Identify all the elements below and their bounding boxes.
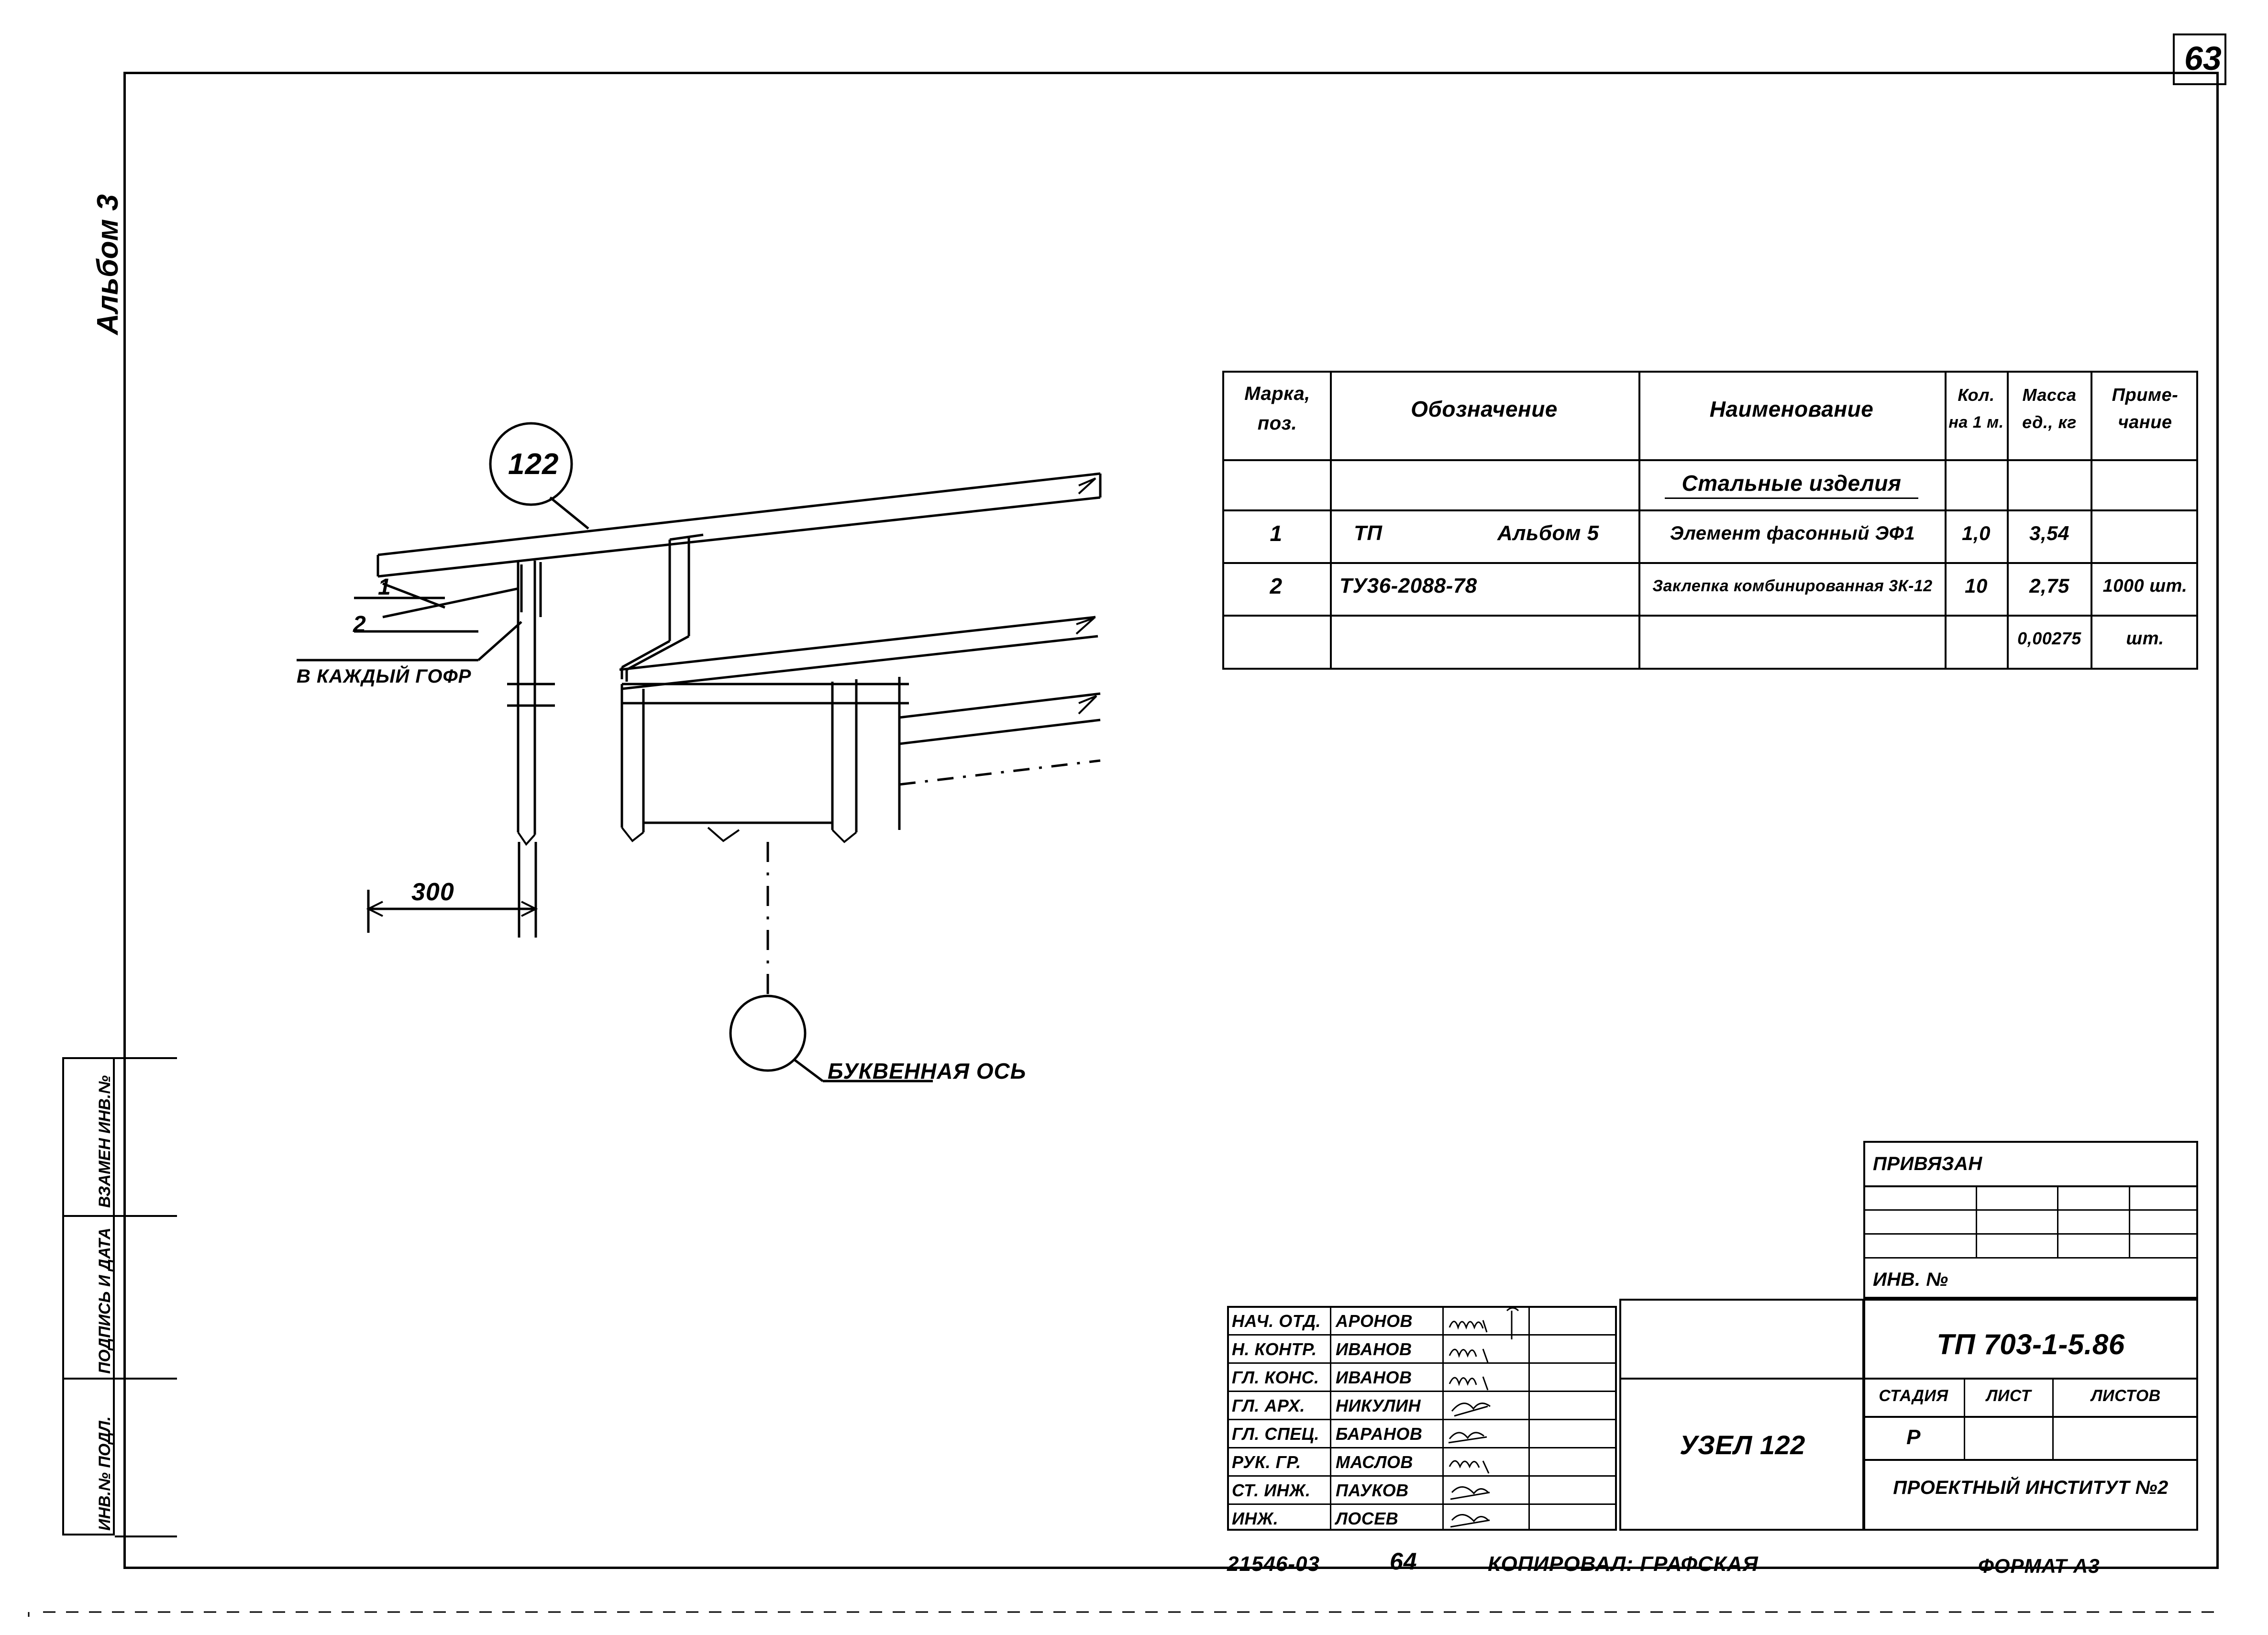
- spec-row-2-mass: 2,75: [2029, 574, 2069, 597]
- signature-table-row-1: [1227, 1334, 1617, 1336]
- signature-table-vline-2: [1442, 1306, 1444, 1531]
- title-block-hline-1: [1619, 1378, 2198, 1380]
- footer-page: 64: [1390, 1548, 1417, 1575]
- spec-row-3-note: шт.: [2126, 628, 2164, 649]
- signature-role-7: ИНЖ.: [1232, 1509, 1279, 1528]
- spec-table-hline-1: [1222, 459, 2198, 461]
- signature-role-5: РУК. ГР.: [1232, 1452, 1301, 1472]
- spec-section-title: Стальные изделия: [1682, 471, 1902, 496]
- attach-block-hline-2: [1863, 1209, 2198, 1211]
- signature-table-row-3: [1227, 1391, 1617, 1392]
- attach-block-hline-1: [1863, 1185, 2198, 1187]
- spec-row-2-mark: 2: [1270, 574, 1283, 598]
- title-block-hline-2: [1863, 1416, 2198, 1418]
- signature-name-0: АРОНОВ: [1336, 1311, 1413, 1331]
- title-sheet-header: ЛИСТ: [1986, 1386, 2031, 1405]
- spec-header-mass-line1: Масса: [2022, 385, 2077, 405]
- attach-block-inv-label: ИНВ. №: [1873, 1269, 1948, 1290]
- spec-table-hline-4: [1222, 615, 2198, 617]
- title-project-code: ТП 703-1-5.86: [1936, 1328, 2125, 1360]
- left-margin-tick-3: [115, 1378, 177, 1380]
- signature-role-6: СТ. ИНЖ.: [1232, 1480, 1311, 1500]
- spec-table-vline-5: [2091, 371, 2092, 670]
- left-margin-tick-1: [115, 1057, 177, 1059]
- spec-row-2-name: Заклепка комбинированная 3К-12: [1652, 576, 1933, 595]
- spec-row-1-note: [2093, 521, 2197, 545]
- left-margin-divider-2: [62, 1378, 115, 1380]
- signature-role-3: ГЛ. АРХ.: [1232, 1396, 1305, 1415]
- axis-label: БУКВЕННАЯ ОСЬ: [828, 1059, 1027, 1083]
- signature-name-2: ИВАНОВ: [1336, 1368, 1412, 1387]
- attach-block-title: ПРИВЯЗАН: [1873, 1153, 1982, 1174]
- album-label: Альбом 3: [91, 194, 124, 335]
- signature-table-vline-1: [1330, 1306, 1331, 1531]
- spec-table-vline-1: [1330, 371, 1332, 670]
- spec-row-2-qty: 10: [1965, 574, 1988, 597]
- signature-role-1: Н. КОНТР.: [1232, 1339, 1317, 1359]
- spec-header-qty-line2: на 1 м.: [1948, 413, 2004, 431]
- attach-block-vline-1: [1976, 1185, 1977, 1257]
- note-each-corrugation: В КАЖДЫЙ ГОФР: [297, 666, 472, 687]
- signature-table-vline-3: [1528, 1306, 1530, 1531]
- signature-table-row-7: [1227, 1503, 1617, 1505]
- title-stage-header: СТАДИЯ: [1879, 1386, 1948, 1405]
- spec-row-1-mark: 1: [1270, 521, 1283, 546]
- signature-name-7: ЛОСЕВ: [1336, 1509, 1399, 1528]
- page-number: 63: [2184, 40, 2222, 77]
- spec-header-mass-line2: ед., кг: [2022, 412, 2077, 432]
- spec-row-3-mass: 0,00275: [2017, 629, 2081, 648]
- signature-name-3: НИКУЛИН: [1336, 1396, 1421, 1415]
- spec-row-1-qty: 1,0: [1962, 522, 1991, 544]
- spec-header-name: Наименование: [1709, 397, 1874, 421]
- title-block-vline-2: [2052, 1378, 2054, 1459]
- title-block-left: [1619, 1299, 1864, 1531]
- signature-table-row-2: [1227, 1362, 1617, 1364]
- signature-name-1: ИВАНОВ: [1336, 1339, 1412, 1359]
- footer-order-number: 21546-03: [1227, 1552, 1320, 1576]
- signature-table-row-4: [1227, 1419, 1617, 1420]
- title-sheets-header: ЛИСТОВ: [2091, 1386, 2161, 1405]
- spec-table-hline-2: [1222, 509, 2198, 511]
- spec-header-note-line2: чание: [2118, 412, 2172, 432]
- spec-row-2-designation-left: ТУ36-2088-78: [1339, 574, 1477, 597]
- signature-name-5: МАСЛОВ: [1336, 1452, 1413, 1472]
- signature-name-4: БАРАНОВ: [1336, 1424, 1423, 1444]
- title-institute: ПРОЕКТНЫЙ ИНСТИТУТ №2: [1893, 1477, 2168, 1498]
- spec-row-1-designation-right: Альбом 5: [1497, 521, 1599, 545]
- spec-section-title-underline: [1665, 497, 1918, 499]
- signature-role-4: ГЛ. СПЕЦ.: [1232, 1424, 1320, 1444]
- title-stage-value: Р: [1906, 1425, 1921, 1449]
- attach-block-vline-2: [2057, 1185, 2058, 1257]
- spec-header-note-line1: Приме-: [2112, 385, 2179, 405]
- leader-label-2: 2: [353, 612, 366, 637]
- footer-copied-by: КОПИРОВАЛ: ГРАФСКАЯ: [1488, 1552, 1759, 1576]
- title-node-name: УЗЕЛ 122: [1680, 1429, 1805, 1460]
- dimension-300-label: 300: [411, 878, 454, 906]
- spec-table-vline-3: [1945, 371, 1947, 670]
- signature-table-row-6: [1227, 1475, 1617, 1477]
- signature-table-row-5: [1227, 1447, 1617, 1448]
- spec-row-1-name: Элемент фасонный ЭФ1: [1670, 522, 1915, 544]
- signature-role-0: НАЧ. ОТД.: [1232, 1311, 1321, 1331]
- spec-header-designation: Обозначение: [1411, 397, 1558, 421]
- leader-label-1: 1: [378, 574, 391, 600]
- attach-block-hline-4: [1863, 1257, 2198, 1259]
- footer-format: ФОРМАТ А3: [1978, 1555, 2100, 1577]
- attach-block-vline-3: [2129, 1185, 2130, 1257]
- spec-row-1-designation-left: ТП: [1354, 521, 1383, 545]
- left-margin-label-podpis: ПОДПИСЬ И ДАТА: [96, 1227, 114, 1374]
- spec-header-mark-line2: поз.: [1257, 412, 1297, 434]
- left-margin-divider-1: [62, 1215, 115, 1217]
- left-margin-label-inv: ИНВ.№ ПОДЛ.: [96, 1416, 114, 1531]
- spec-header-qty-line1: Кол.: [1958, 385, 1995, 405]
- spec-table-hline-3: [1222, 562, 2198, 564]
- attach-block-hline-3: [1863, 1233, 2198, 1235]
- left-margin-tick-4: [115, 1536, 177, 1537]
- title-block-vline-1: [1964, 1378, 1965, 1459]
- signature-role-2: ГЛ. КОНС.: [1232, 1368, 1319, 1387]
- node-bubble-label: 122: [508, 448, 559, 481]
- title-block-hline-3: [1863, 1459, 2198, 1461]
- signature-name-6: ПАУКОВ: [1336, 1480, 1409, 1500]
- left-margin-label-zamen: ВЗАМЕН ИНВ.№: [96, 1075, 114, 1208]
- spec-table-vline-4: [2007, 371, 2009, 670]
- spec-row-2-note: 1000 шт.: [2102, 575, 2188, 596]
- spec-header-mark-line1: Марка,: [1244, 383, 1310, 404]
- left-margin-tick-2: [115, 1215, 177, 1217]
- spec-row-1-mass: 3,54: [2029, 522, 2069, 544]
- spec-table-vline-2: [1638, 371, 1640, 670]
